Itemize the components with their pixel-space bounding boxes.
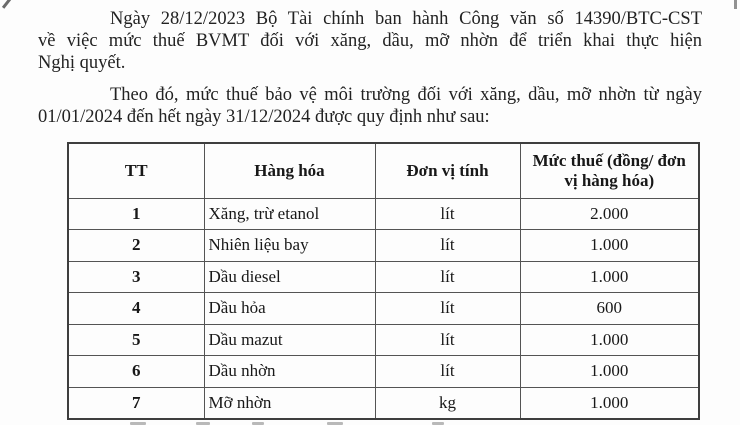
table-row	[68, 356, 699, 388]
cutoff-text-fragment	[252, 422, 264, 425]
cell-item: Dầu diesel	[204, 261, 375, 293]
paragraph2-line2: 01/01/2024 đến hết ngày 31/12/2024 được quy định như sau:	[38, 107, 490, 127]
paragraph1-line1: Ngày 28/12/2023 Bộ Tài chính ban hành Công văn số 14390/BTC-CST	[110, 9, 702, 29]
cell-tax: 1.000	[520, 356, 699, 388]
table-row	[68, 198, 699, 230]
cell-unit: lít	[375, 230, 520, 262]
cutoff-text-fragment	[432, 422, 444, 425]
tax-rate-table	[67, 142, 700, 420]
cell-tax: 1.000	[520, 230, 699, 262]
cell-unit: lít	[375, 293, 520, 325]
header-cell-unit: Đơn vị tính	[375, 143, 520, 198]
paragraph1-line3: Nghị quyết.	[38, 53, 126, 73]
cell-tax: 1.000	[520, 261, 699, 293]
table-row	[68, 293, 699, 325]
cutoff-text-fragment	[196, 422, 210, 425]
cell-tax: 2.000	[520, 198, 699, 230]
cell-tax: 1.000	[520, 387, 699, 419]
cutoff-text-fragment	[327, 422, 343, 425]
table-row	[68, 261, 699, 293]
cell-unit: lít	[375, 198, 520, 230]
cell-item: Xăng, trừ etanol	[204, 198, 375, 230]
header-tax-label: Mức thuế (đồng/ đơn vị hàng hóa)	[532, 150, 686, 190]
scan-artifact-top-right	[734, 0, 737, 9]
cell-tax: 600	[520, 293, 699, 325]
cell-tt: 3	[68, 261, 204, 293]
paragraph1-line2: về việc mức thuế BVMT đối với xăng, dầu, mỡ nhờn để triển khai thực hiện	[38, 31, 702, 51]
header-cell-tt: TT	[68, 143, 204, 198]
cell-unit: lít	[375, 261, 520, 293]
table-row	[68, 230, 699, 262]
cell-tt: 1	[68, 198, 204, 230]
cell-item: Dầu hỏa	[204, 293, 375, 325]
cell-item: Dầu mazut	[204, 324, 375, 356]
cell-item: Dầu nhờn	[204, 356, 375, 388]
scan-artifact-top-left	[2, 0, 11, 9]
table-row	[68, 324, 699, 356]
header-cell-tax	[520, 143, 699, 198]
cell-tt: 4	[68, 293, 204, 325]
cell-tt: 2	[68, 230, 204, 262]
cell-unit: kg	[375, 387, 520, 419]
cell-tt: 7	[68, 387, 204, 419]
cell-tt: 5	[68, 324, 204, 356]
cell-unit: lít	[375, 324, 520, 356]
paragraph2-line1: Theo đó, mức thuế bảo vệ môi trường đối với xăng, dầu, mỡ nhờn từ ngày	[110, 85, 702, 105]
cell-unit: lít	[375, 356, 520, 388]
header-cell-item: Hàng hóa	[204, 143, 375, 198]
cell-tax: 1.000	[520, 324, 699, 356]
cell-item: Mỡ nhờn	[204, 387, 375, 419]
table-header-row	[68, 143, 699, 198]
cell-tt: 6	[68, 356, 204, 388]
cell-item: Nhiên liệu bay	[204, 230, 375, 262]
table-row	[68, 387, 699, 419]
cutoff-text-fragment	[130, 422, 146, 425]
